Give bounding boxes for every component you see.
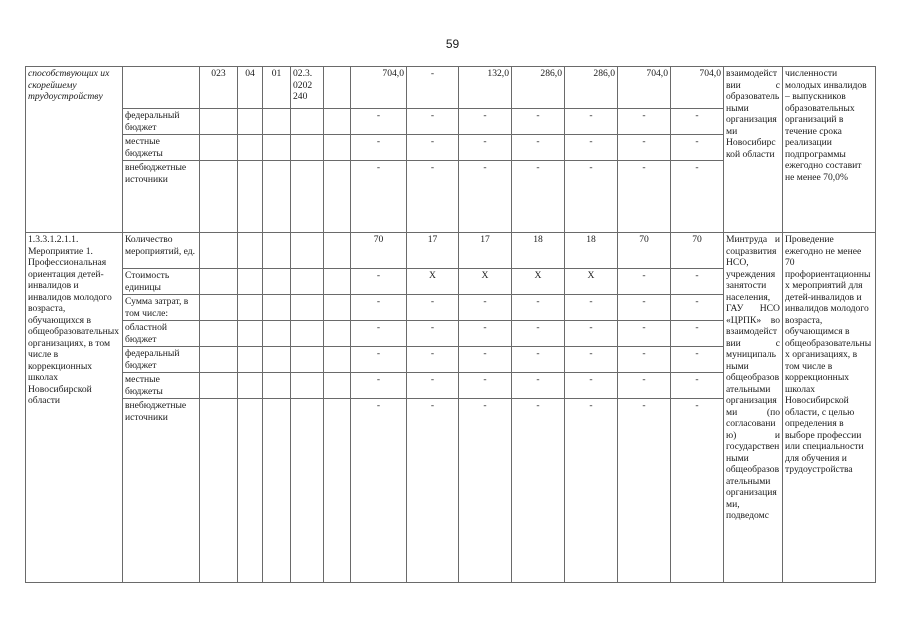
value-cell: - <box>618 347 671 373</box>
value-cell: - <box>459 399 512 583</box>
result-cell: Проведение ежегодно не менее 70 профориентационных мероприятий для детей-инвалидов и инвалидов молодого возраста, обучающимся в общеобразовательных организациях, в том числе в коррекционных школах Новосибирской области, с целью определения в выборе профессии или специальности для обучения и трудоустройства <box>783 233 876 583</box>
value-cell: - <box>618 321 671 347</box>
value-cell: 18 <box>565 233 618 269</box>
value-cell: - <box>671 161 724 233</box>
value-cell: - <box>565 321 618 347</box>
value-cell: 704,0 <box>351 67 407 109</box>
value-cell: - <box>407 399 459 583</box>
value-cell: - <box>618 161 671 233</box>
value-cell: - <box>565 161 618 233</box>
value-cell: - <box>407 67 459 109</box>
value-cell: X <box>565 269 618 295</box>
value-cell: - <box>407 109 459 135</box>
value-cell: - <box>351 109 407 135</box>
value-cell: - <box>351 373 407 399</box>
value-cell: - <box>512 135 565 161</box>
value-cell: - <box>512 399 565 583</box>
value-cell: 70 <box>618 233 671 269</box>
value-cell: X <box>407 269 459 295</box>
value-cell: - <box>618 135 671 161</box>
table-row <box>26 67 876 109</box>
value-cell: - <box>565 399 618 583</box>
row-label: внебюджетные источники <box>123 161 200 233</box>
value-cell: 286,0 <box>565 67 618 109</box>
result-cell: численности молодых инвалидов – выпускников образовательных организаций в течение срока реализации подпрограммы ежегодно составит не менее 70,0% <box>783 67 876 233</box>
row-label: Стоимость единицы <box>123 269 200 295</box>
value-cell: - <box>407 347 459 373</box>
pr-cell: 01 <box>263 67 291 109</box>
value-cell: - <box>671 321 724 347</box>
value-cell: - <box>512 295 565 321</box>
row-label: местные бюджеты <box>123 373 200 399</box>
value-cell: 18 <box>512 233 565 269</box>
rz-cell: 04 <box>238 67 263 109</box>
value-cell: - <box>407 135 459 161</box>
row-label <box>123 67 200 109</box>
row-label: внебюджетные источники <box>123 399 200 583</box>
value-cell: 132,0 <box>459 67 512 109</box>
row-label: областной бюджет <box>123 321 200 347</box>
measure-name-cell: способствующих их скорейшему трудоустройству <box>26 67 123 233</box>
value-cell: - <box>671 295 724 321</box>
value-cell: - <box>407 321 459 347</box>
value-cell: 17 <box>407 233 459 269</box>
value-cell: - <box>351 347 407 373</box>
value-cell: - <box>512 161 565 233</box>
row-label: Количество мероприятий, ед. <box>123 233 200 269</box>
value-cell: X <box>512 269 565 295</box>
value-cell: X <box>459 269 512 295</box>
value-cell: - <box>618 109 671 135</box>
table-row <box>26 233 876 269</box>
value-cell: - <box>351 269 407 295</box>
grbs-cell: 023 <box>200 67 238 109</box>
page-number: 59 <box>445 37 460 51</box>
value-cell: - <box>671 399 724 583</box>
value-cell: 70 <box>671 233 724 269</box>
value-cell: 70 <box>351 233 407 269</box>
value-cell: - <box>407 295 459 321</box>
value-cell: - <box>459 295 512 321</box>
value-cell: - <box>565 347 618 373</box>
value-cell: - <box>512 373 565 399</box>
value-cell: - <box>351 295 407 321</box>
value-cell: - <box>565 295 618 321</box>
value-cell: 17 <box>459 233 512 269</box>
csr-cell: 02.3. 0202 240 <box>291 67 324 109</box>
value-cell: - <box>618 373 671 399</box>
value-cell: - <box>512 109 565 135</box>
vr-cell <box>324 67 351 109</box>
value-cell: - <box>671 109 724 135</box>
row-label: федеральный бюджет <box>123 109 200 135</box>
value-cell: - <box>618 399 671 583</box>
value-cell: - <box>671 269 724 295</box>
value-cell: - <box>459 135 512 161</box>
value-cell: - <box>407 373 459 399</box>
executor-cell: взаимодействии с образовательными организациями Новосибирской области <box>724 67 783 233</box>
value-cell: 286,0 <box>512 67 565 109</box>
value-cell: - <box>618 269 671 295</box>
value-cell: - <box>351 161 407 233</box>
value-cell: - <box>565 373 618 399</box>
value-cell: - <box>618 295 671 321</box>
value-cell: - <box>459 109 512 135</box>
value-cell: - <box>671 373 724 399</box>
row-label: местные бюджеты <box>123 135 200 161</box>
value-cell: - <box>459 347 512 373</box>
value-cell: - <box>512 347 565 373</box>
value-cell: - <box>565 135 618 161</box>
row-label: федеральный бюджет <box>123 347 200 373</box>
value-cell: - <box>351 321 407 347</box>
value-cell: - <box>351 135 407 161</box>
value-cell: - <box>459 321 512 347</box>
value-cell: - <box>512 321 565 347</box>
row-label: Сумма затрат, в том числе: <box>123 295 200 321</box>
value-cell: 704,0 <box>618 67 671 109</box>
value-cell: - <box>671 347 724 373</box>
value-cell: - <box>351 399 407 583</box>
executor-cell: Минтруда и соцразвития НСО, учреждения занятости населения, ГАУ НСО «ЦРПК» во взаимодействии с муниципальными общеобразовательными организациями (по согласованию) и государственными общеобразовательными организациями, подведомс <box>724 233 783 583</box>
value-cell: - <box>671 135 724 161</box>
value-cell: - <box>459 161 512 233</box>
value-cell: 704,0 <box>671 67 724 109</box>
value-cell: - <box>407 161 459 233</box>
program-table <box>25 66 876 583</box>
measure-name-cell: 1.3.3.1.2.1.1. Мероприятие 1. Профессиональная ориентация детей-инвалидов и инвалидов молодого возраста, обучающихся в общеобразовательных организациях, в том числе в коррекционных школах Новосибирской области <box>26 233 123 583</box>
value-cell: - <box>459 373 512 399</box>
value-cell: - <box>565 109 618 135</box>
